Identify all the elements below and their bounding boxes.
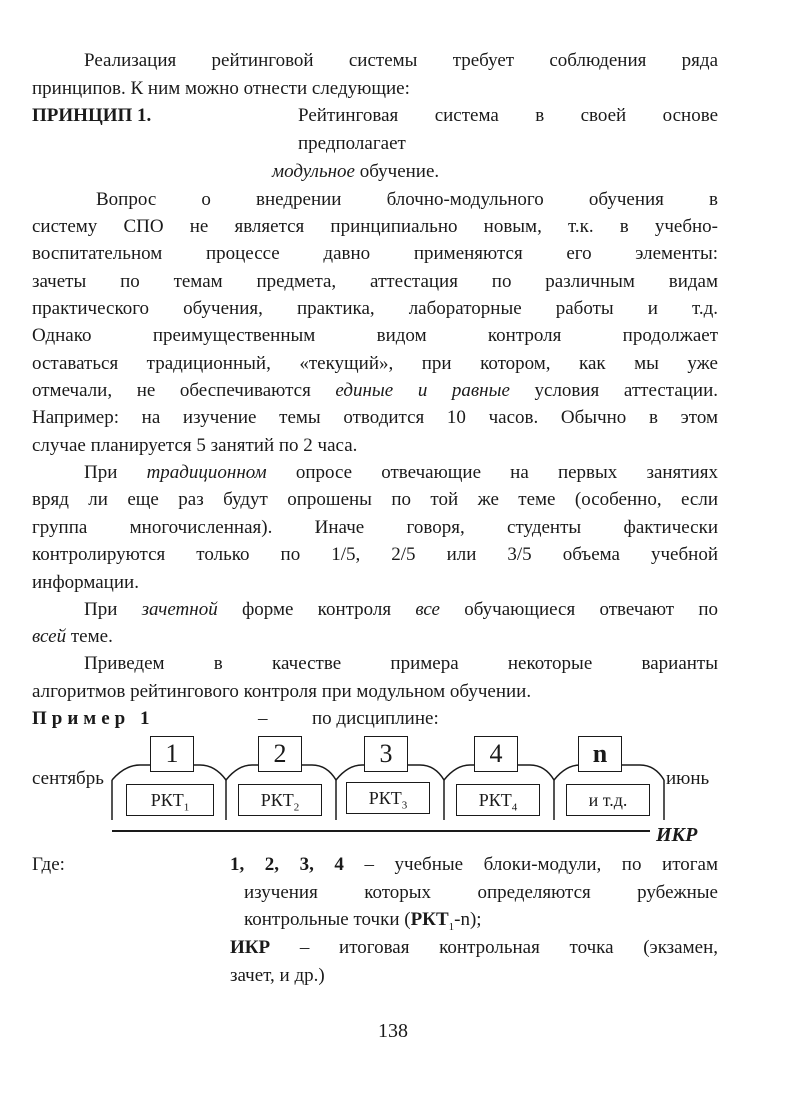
example-dash: – xyxy=(258,708,268,729)
italic-term: всей xyxy=(32,626,67,647)
module-box: 4 xyxy=(474,736,518,772)
text-line: систему СПО не является принципиально новым, т.к. в учебно- xyxy=(32,216,718,237)
text-line: Приведем в качестве примера некоторые варианты xyxy=(84,653,718,674)
rkt-label: РКТ xyxy=(150,790,184,810)
bold-term: РКТ xyxy=(410,909,449,930)
text-span: контрольные точки ( xyxy=(244,909,411,930)
text-span: теме. xyxy=(66,626,113,647)
text-line: Однако преимущественным видом контроля продолжает xyxy=(32,325,718,346)
italic-term: зачетной xyxy=(141,599,218,620)
text-line: информации. xyxy=(32,572,139,593)
rkt-box xyxy=(126,784,214,816)
text-span: При xyxy=(84,599,142,620)
month-end: июнь xyxy=(666,768,710,789)
text-line: оставаться традиционный, «текущий», при котором, как мы уже xyxy=(32,353,718,374)
rkt-subscript: 2 xyxy=(293,801,300,814)
legend-where: Где: xyxy=(32,854,65,875)
rkt-label: РКТ xyxy=(368,788,402,808)
text-span: отмечали, не обеспечиваются xyxy=(32,380,336,401)
principle-title: ПРИНЦИП 1. xyxy=(32,105,152,126)
text-span: При xyxy=(84,462,147,483)
text-line: изучения которых определяются рубежные xyxy=(244,882,718,903)
text-span: условия аттестации. xyxy=(509,380,719,401)
module-box: 2 xyxy=(258,736,302,772)
rkt-label: РКТ xyxy=(478,790,512,810)
text-line xyxy=(272,161,712,183)
text-line: предполагает xyxy=(298,133,406,154)
month-start: сентябрь xyxy=(32,768,104,789)
italic-term: единые и равные xyxy=(335,380,510,401)
text-line: принципов. К ним можно отнести следующие: xyxy=(32,78,410,99)
text-line: Реализация рейтинговой системы требует соблюдения ряда xyxy=(84,50,718,71)
bold-term: ИКР xyxy=(230,937,271,958)
text-line xyxy=(84,462,718,484)
rkt-subscript: 1 xyxy=(183,801,190,814)
italic-term: модульное xyxy=(272,161,355,182)
italic-term: все xyxy=(415,599,440,620)
text-line: зачет, и др.) xyxy=(230,965,325,986)
text-line xyxy=(32,380,718,402)
text-span: обучение. xyxy=(354,161,440,182)
rkt-subscript: 4 xyxy=(511,801,518,814)
text-span: – учебные блоки-модули, по итогам xyxy=(343,854,718,875)
text-line xyxy=(84,599,718,621)
text-line xyxy=(32,626,718,648)
rkt-box xyxy=(238,784,322,816)
module-box: n xyxy=(578,736,622,772)
text-line: Вопрос о внедрении блочно-модульного обучения в xyxy=(96,189,718,210)
text-line: вряд ли еще раз будут опрошены по той же теме (особенно, если xyxy=(32,489,718,510)
text-line: случае планируется 5 занятий по 2 часа. xyxy=(32,435,358,456)
rkt-box xyxy=(346,782,430,814)
text-span: – итоговая контрольная точка (экзамен, xyxy=(270,937,718,958)
text-line: воспитательном процессе давно применяются его элементы: xyxy=(32,243,718,264)
bold-term: 1, 2, 3, 4 xyxy=(230,854,344,875)
example-text: по дисциплине: xyxy=(312,708,439,729)
text-line xyxy=(230,937,718,959)
rkt-subscript: 3 xyxy=(401,799,408,812)
text-line: группа многочисленная). Иначе говоря, студенты фактически xyxy=(32,517,718,538)
ikr-label: ИКР xyxy=(656,824,698,846)
subscript: 1 xyxy=(448,920,455,933)
text-line: алгоритмов рейтингового контроля при модульном обучении. xyxy=(32,681,532,702)
rkt-box xyxy=(566,784,650,816)
text-span: опросе отвечающие на первых занятиях xyxy=(266,462,718,483)
text-span: обучающиеся отвечают по xyxy=(439,599,719,620)
italic-term: традиционном xyxy=(146,462,267,483)
text-line: Например: на изучение темы отводится 10 часов. Обычно в этом xyxy=(32,407,718,428)
rkt-box xyxy=(456,784,540,816)
module-box: 1 xyxy=(150,736,194,772)
text-line: практического обучения, практика, лабораторные работы и т.д. xyxy=(32,298,718,319)
text-line: Рейтинговая система в своей основе xyxy=(298,105,718,126)
text-line: контролируются только по 1/5, 2/5 или 3/5 объема учебной xyxy=(32,544,718,565)
rkt-label: РКТ xyxy=(260,790,294,810)
text-line xyxy=(230,854,718,876)
example-label: Пример 1 xyxy=(32,708,155,729)
text-span: форме контроля xyxy=(217,599,416,620)
text-line xyxy=(244,909,718,938)
page-number: 138 xyxy=(378,1020,408,1042)
module-box: 3 xyxy=(364,736,408,772)
rkt-label: и т.д. xyxy=(588,790,628,810)
text-line: зачеты по темам предмета, аттестация по различным видам xyxy=(32,271,718,292)
text-span: -n); xyxy=(454,909,482,930)
